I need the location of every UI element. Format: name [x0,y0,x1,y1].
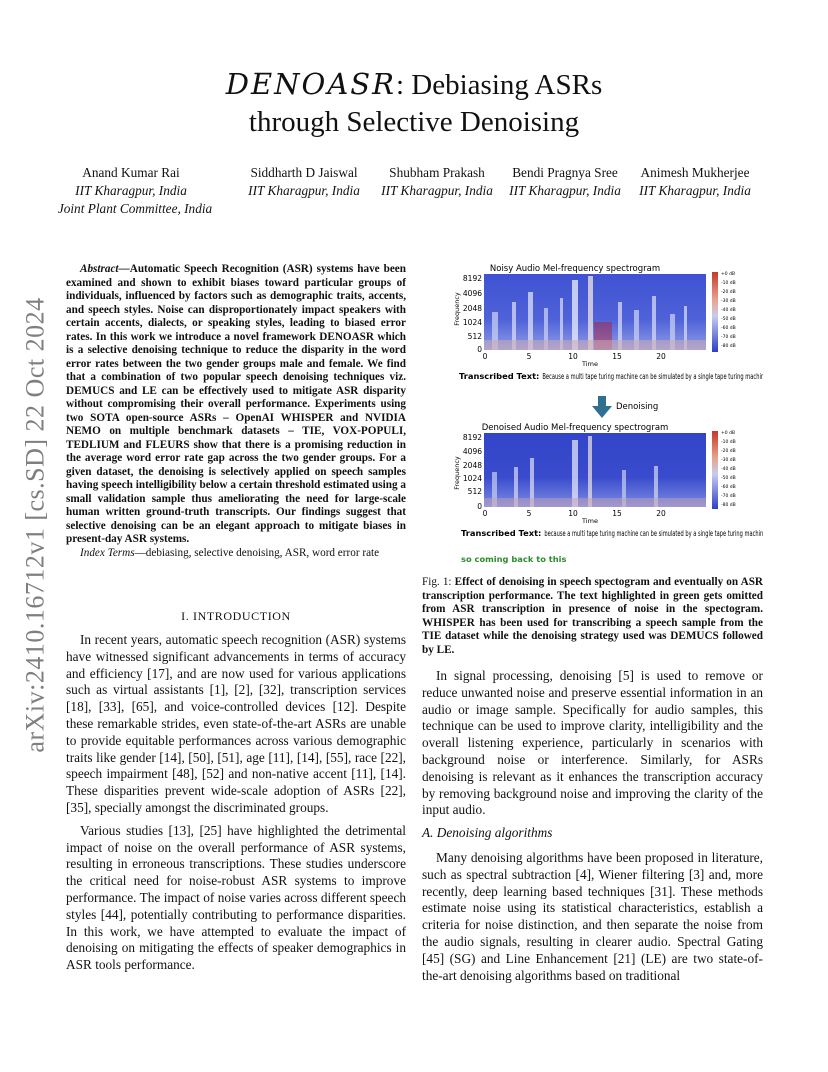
colorbar-tick: +0 dB [721,431,736,436]
bottom-y-axis-label: Frequency [453,456,461,490]
introduction-body [66,632,406,980]
y-tick: 4096 [462,289,482,298]
author-affiliation: IIT Kharagpur, India [248,183,360,198]
top-x-ticks [483,352,666,361]
colorbar-tick: -70 dB [721,494,736,499]
highlighted-omitted-text: so coming back to this [461,554,567,564]
colorbar-tick: -50 dB [721,476,736,481]
top-y-axis-label: Frequency [453,292,461,326]
bottom-transcription [461,528,763,538]
x-tick: 5 [526,509,532,518]
author-affiliation: IIT Kharagpur, India [509,183,621,198]
author-name: Bendi Pragnya Sree [512,165,618,180]
transcribed-label: Transcribed Text: [459,371,540,381]
y-tick: 4096 [462,447,482,456]
top-colorbar [712,272,718,352]
colorbar-tick: -10 dB [721,281,736,286]
author-name: Siddharth D Jaiswal [250,165,358,180]
spectrogram-figure [422,262,763,572]
intro-paragraph-2: Various studies [13], [25] have highlighted the detrimental impact of noise on the overall performance of ASR systems, resulting in erroneous transcriptions. These studies underscore the critical need for noise-robust ASR systems to improve performance. The impact of noise varies across different speech styles [44], potentially contributing to performance disparities. In this work, we have attempted to evaluate the impact of denoising on mitigating the effects of speaker demographics in ASR tools performance. [66,822,406,973]
figure-label: Fig. 1: [422,576,452,588]
colorbar-tick: -40 dB [721,467,736,472]
bottom-x-ticks [483,509,666,518]
x-tick: 10 [568,352,578,361]
y-tick: 2048 [462,304,482,313]
top-y-ticks [463,274,482,354]
top-colorbar-ticks [721,271,736,349]
author-4 [502,164,628,200]
title-line-1 [0,66,828,104]
right-column-body [422,668,763,990]
colorbar-tick: -30 dB [721,458,736,463]
author-name: Anand Kumar Rai [82,165,180,180]
intro-paragraph-1: In recent years, automatic speech recognition (ASR) systems have witnessed significant advancements in terms of accuracy and efficiency [17], and are now used for various applications such as virtual assistants [1], [2], [32], transcription services [18], [33], [65], and voice-controlled devices [12]. Despite these remarkable strides, even state-of-the-art ASRs are unable to provide equitable performances across various demographic traits like gender [14], [50], [51], age [11], [14], [55], race [22], speech impairment [48], [52] and non-native accent [11], [14]. These disparities prevent wide-scale adoption of ASRs [22], [35], specially amongst the discriminated groups. [66,632,406,815]
colorbar-tick: -20 dB [721,290,736,295]
author-name: Shubham Prakash [389,165,485,180]
top-x-axis-label: Time [582,360,598,368]
x-tick: 10 [568,509,578,518]
y-tick: 0 [477,345,482,354]
author-name: Animesh Mukherjee [640,165,750,180]
section-number: I. [181,609,190,623]
x-tick: 5 [526,352,532,361]
y-tick: 512 [467,487,482,496]
bottom-spectrogram-title: Denoised Audio Mel-frequency spectrogram [481,423,669,433]
y-tick: 0 [477,502,482,511]
colorbar-tick: +0 dB [721,272,736,277]
author-block [57,164,780,224]
section-title: INTRODUCTION [192,609,291,623]
abstract-lead: Abstract [80,263,119,275]
section-heading-introduction [66,609,406,624]
y-tick: 1024 [462,474,482,483]
denoising-arrow [592,396,612,418]
figure-1-caption [422,576,763,657]
colorbar-tick: -20 dB [721,449,736,454]
x-tick: 20 [656,352,666,361]
colorbar-tick: -10 dB [721,440,736,445]
title-line-2: through Selective Denoising [248,106,580,138]
title-rest: : Debiasing ASRs [395,69,603,101]
bottom-y-ticks [463,433,482,511]
figure-1 [422,262,763,572]
y-tick: 512 [467,332,482,341]
author-3 [376,164,498,200]
arxiv-stamp [22,290,50,760]
denoised-transcription-text: because a multi tape turing machine can be simulated by a single tape turing machine [544,528,763,538]
denoising-algorithms-paragraph: Many denoising algorithms have been proposed in literature, such as spectral subtraction [4], Wiener filtering [3] and, more recently, deep learning based techniques [31]. These methods estimate noise using its statistical characteristics, establish a criteria for noise distinction, and then separate the noise from the audio signals, resulting in clearer audio. Spectral Gating [45] (SG) and Line Enhancement [21] (LE) are two state-of-the-art denoising algorithms based on traditional [422,849,763,983]
colorbar-tick: -80 dB [721,344,736,349]
x-tick: 20 [656,509,666,518]
caption-text: Effect of denoising in speech spectogram and eventually on ASR transcription performance. The text highlighted in green gets omitted from ASR transcription in presence of noise in the spectogram. WHISPER has been used for transcribing a speech sample from the TIE dataset while the denoising strategy used was DEMUCS followed by LE. [422,576,763,656]
x-tick: 15 [612,352,622,361]
arxiv-id: arXiv:2410.16712v1 [cs.SD] 22 Oct 2024 [21,297,50,753]
bottom-colorbar [712,431,718,509]
index-terms-text: —debiasing, selective denoising, ASR, word error rate [134,546,380,559]
top-transcription [459,371,763,381]
bottom-x-axis-label: Time [582,517,598,525]
noisy-transcription-text: Because a multi tape turing machine can be simulated by a single tape turing machine [542,371,763,381]
colorbar-tick: -80 dB [721,503,736,508]
colorbar-tick: -30 dB [721,299,736,304]
transcribed-label: Transcribed Text: [461,528,542,538]
colorbar-tick: -70 dB [721,335,736,340]
x-tick: 15 [612,509,622,518]
colorbar-tick: -50 dB [721,317,736,322]
colorbar-tick: -40 dB [721,308,736,313]
author-2 [238,164,370,200]
author-affiliation: IIT Kharagpur, India [381,183,493,198]
colorbar-tick: -60 dB [721,326,736,331]
top-spectrogram-title: Noisy Audio Mel-frequency spectrogram [489,264,661,274]
author-affiliation: IIT Kharagpur, India [639,183,751,198]
author-affiliation-2: Joint Plant Committee, India [57,201,213,216]
y-tick: 8192 [462,274,482,283]
framework-name: DENOASR [225,67,396,101]
colorbar-tick: -60 dB [721,485,736,490]
paper-title [0,66,828,141]
author-affiliation: IIT Kharagpur, India [75,183,187,198]
y-tick: 8192 [462,433,482,442]
index-terms [66,547,406,561]
abstract [66,263,406,560]
y-tick: 2048 [462,461,482,470]
abstract-paragraph [66,263,406,547]
author-1 [57,164,213,218]
x-tick: 0 [482,352,488,361]
subsection-heading-denoising-algorithms: A. Denoising algorithms [422,825,553,841]
y-tick: 1024 [462,318,482,327]
arrow-label: Denoising [616,402,659,412]
index-terms-lead: Index Terms [80,546,135,559]
denoising-paragraph: In signal processing, denoising [5] is used to remove or reduce unwanted noise and preserve essential information in an audio or image sample. Specifically for audio samples, this technique can be used to improve clarity, intelligibility and the overall listening experience, particularly in scenarios with background noise or interference. Similarly, for ASRs denoising is relevant as it enhances the transcription accuracy by removing background noise and improving the clarity of the input audio. [422,668,763,818]
bottom-colorbar-ticks [721,430,736,508]
x-tick: 0 [482,509,488,518]
abstract-text: —Automatic Speech Recognition (ASR) systems have been examined and shown to exhibit biases toward particular groups of individuals, influenced by factors such as demographic traits, accents, and speech styles. Noise can disproportionately impact speakers with certain accents, dialects, or speaking styles, leading to biased error rates. In this work we introduce a novel framework DENOASR which is a selective denoising technique to reduce the disparity in the word error rates between the two gender groups male and female. We find that a combination of two popular speech denoising techniques viz. DEMUCS and LE can be effectively used to mitigate ASR disparity without compromising their overall performance. Experiments using two SOTA open-source ASRs – OpenAI WHISPER and NVIDIA NEMO on multiple benchmark datasets – TIE, VOX-POPULI, TEDLIUM and FLEURS show that there is a promising reduction in the average word error rate gap across the two gender groups. For a given dataset, the denoising is selectively applied on speech samples having speech intelligibility below a certain threshold estimated using a small validation sample thus ameliorating the need for large-scale human written ground-truth transcripts. Our findings suggest that selective denoising can be an elegant approach to mitigate biases in present-day ASR systems. [66,263,406,545]
author-5 [632,164,758,200]
